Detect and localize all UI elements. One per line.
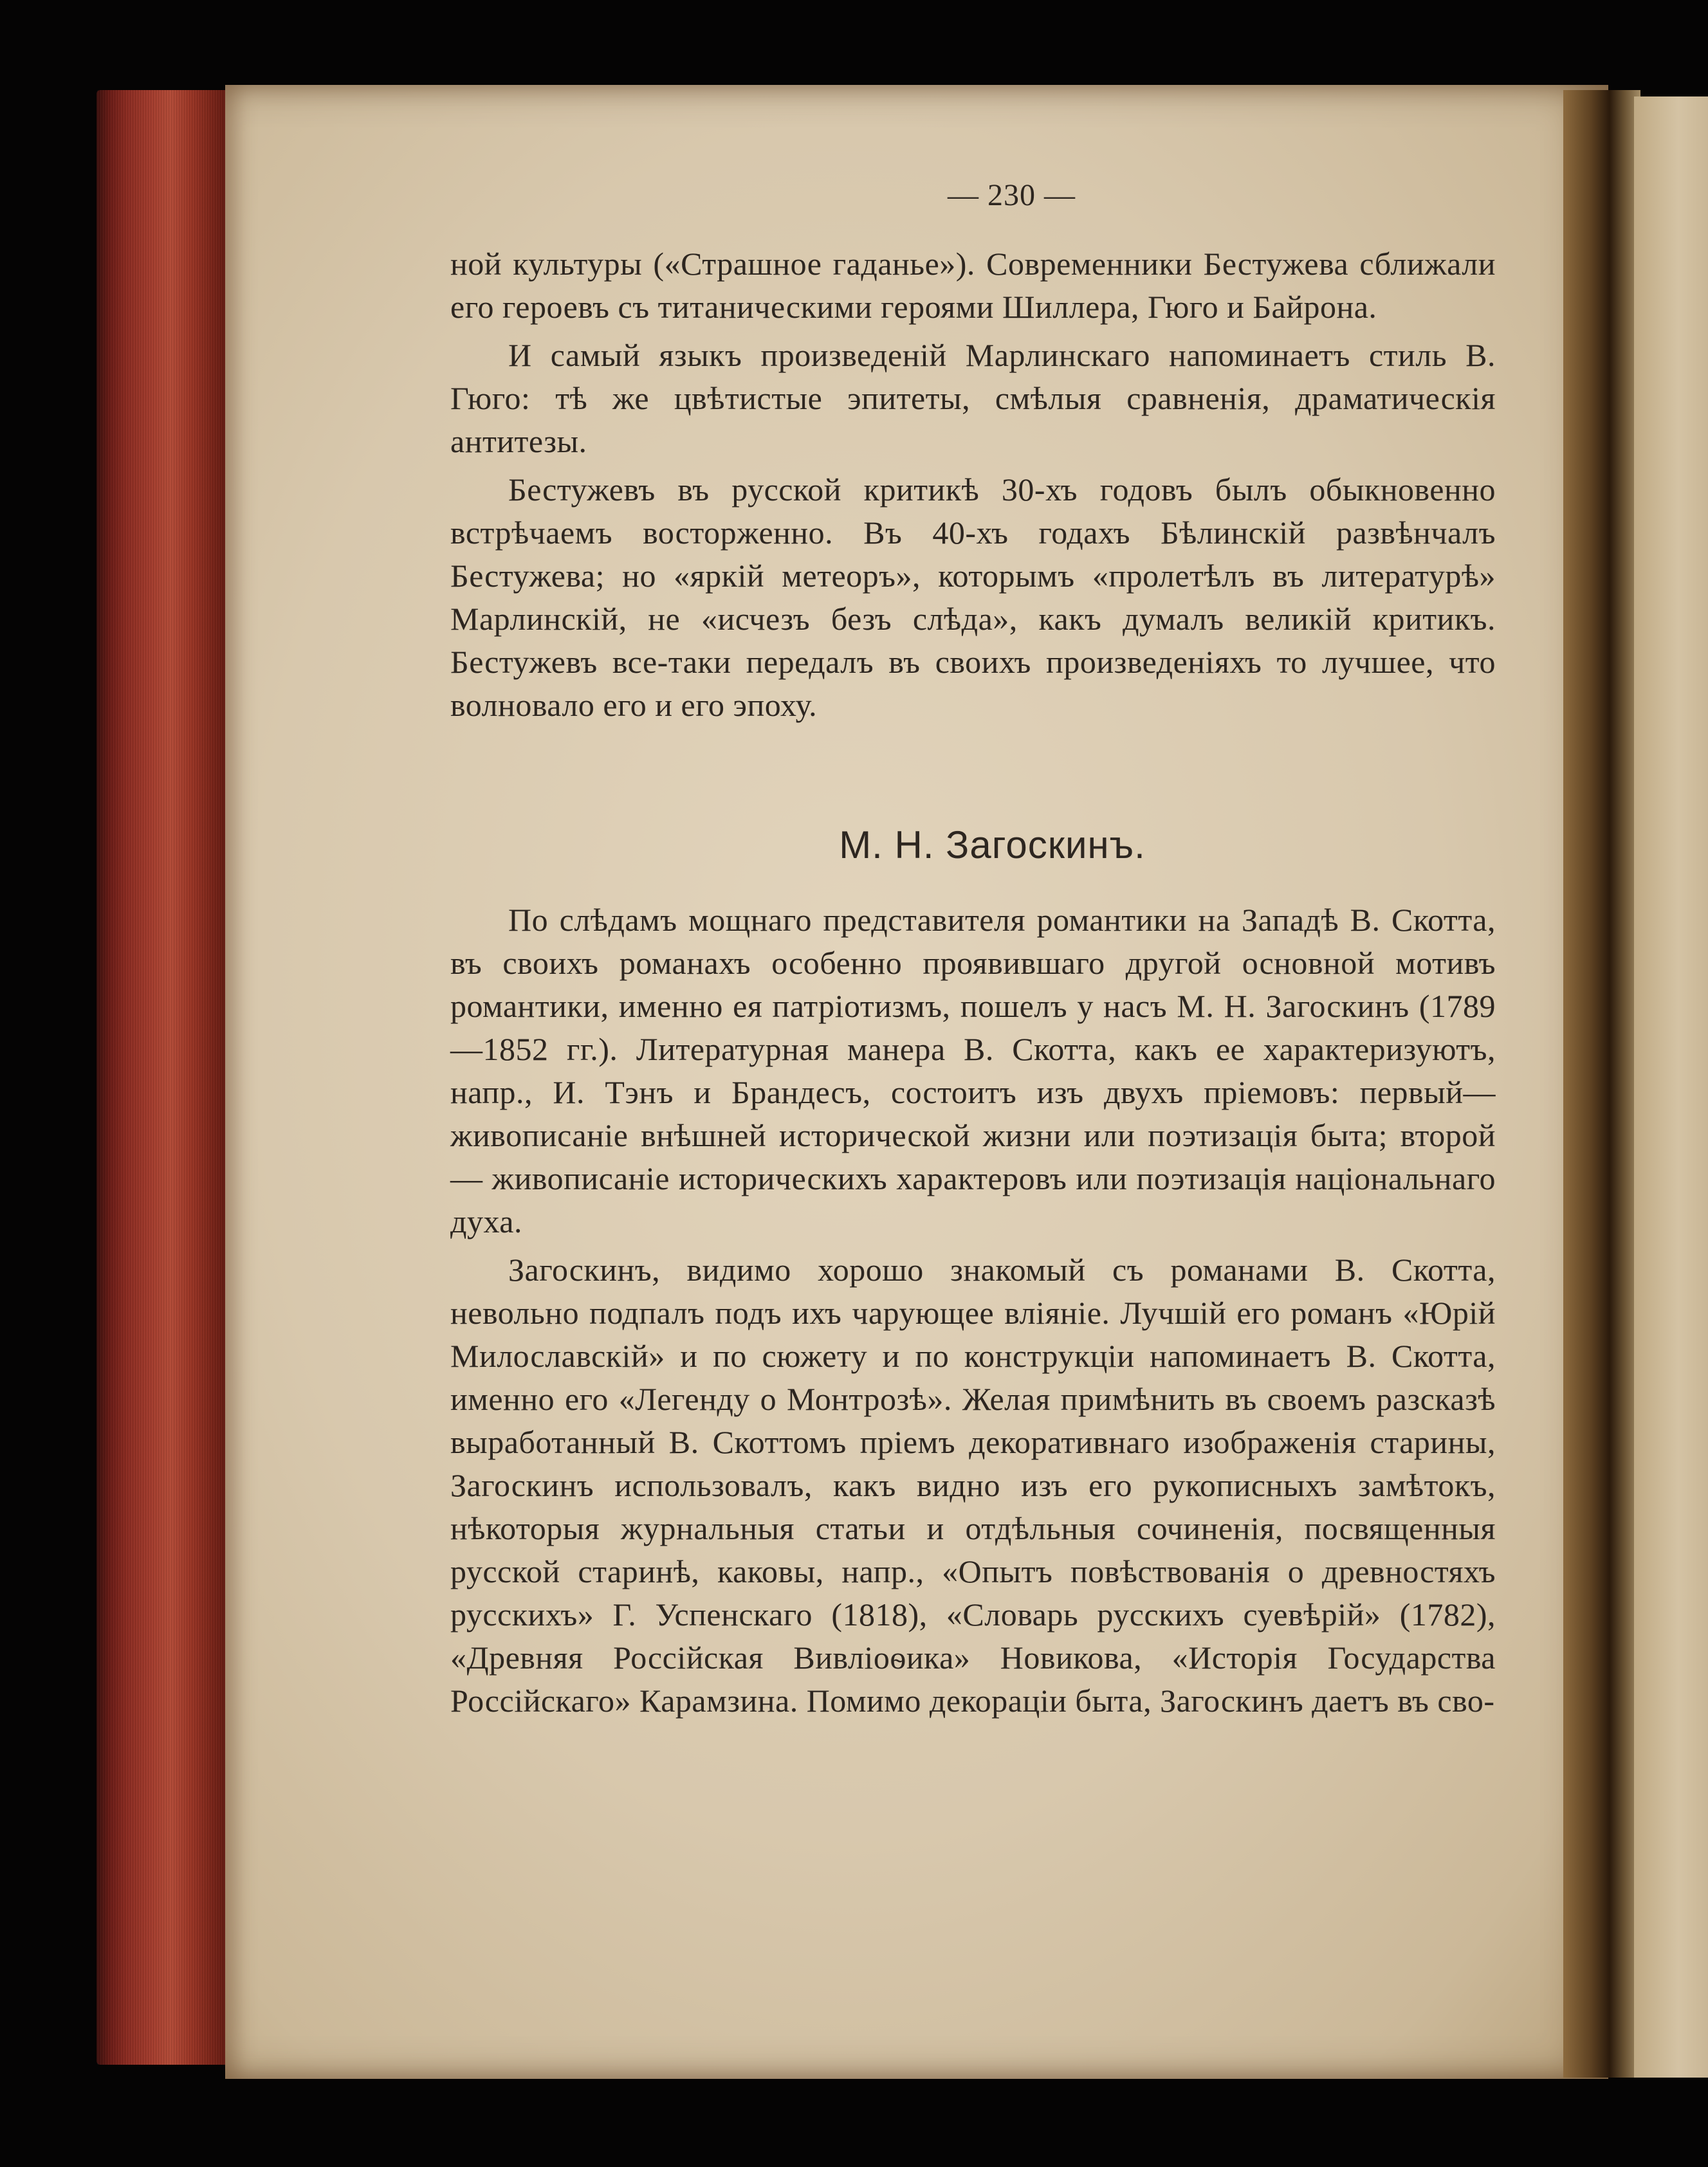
- paragraph: ной культуры («Страшное гаданье»). Современники Бестужева сближали его героевъ съ титаническими героями Шиллера, Гюго и Байрона.: [450, 246, 1496, 325]
- book-gutter: [1563, 90, 1640, 2078]
- section-heading: М. Н. Загоскинъ.: [839, 823, 1146, 866]
- book-page-edge: [96, 90, 232, 2065]
- paragraph: И самый языкъ произведеній Марлинскаго напоминаетъ стиль В. Гюго: тѣ же цвѣтистые эпитеты, смѣлыя сравненія, драматическія антитезы.: [450, 337, 1496, 459]
- page-number: — 230 —: [948, 178, 1076, 212]
- next-page-edge: [1634, 96, 1708, 2078]
- page-text-block: [450, 174, 1496, 1728]
- paragraph: Бестужевъ въ русской критикѣ 30-хъ годовъ былъ обыкновенно встрѣчаемъ восторженно. Въ 40-хъ годахъ Бѣлинскій развѣнчалъ Бестужева; но «яркій метеоръ», которымъ «пролетѣлъ въ литературѣ» Марлинскій, не «исчезъ безъ слѣда», какъ думалъ великій критикъ. Бестужевъ все-таки передалъ въ своихъ произведеніяхъ то лучшее, что волновало его и его эпоху.: [450, 471, 1496, 723]
- paragraph: Загоскинъ, видимо хорошо знакомый съ романами В. Скотта, невольно подпалъ подъ ихъ чарующее вліяніе. Лучшій его романъ «Юрій Милославскій» и по сюжету и по конструкціи напоминаетъ В. Скотта, именно его «Легенду о Монтрозѣ». Желая примѣнить въ своемъ разсказѣ выработанный В. Скоттомъ пріемъ декоративнаго изображенія старины, Загоскинъ использовалъ, какъ видно изъ его рукописныхъ замѣтокъ, нѣкоторыя журнальныя статьи и отдѣльныя сочиненія, посвященныя русской старинѣ, каковы, напр., «Опытъ повѣствованія о древностяхъ русскихъ» Г. Успенскаго (1818), «Словарь русскихъ суевѣрій» (1782), «Древняя Россійская Вивліоѳика» Новикова, «Исторія Государства Россійскаго» Карамзина. Помимо декораціи быта, Загоскинъ даетъ въ сво-: [450, 1252, 1496, 1719]
- paragraph: По слѣдамъ мощнаго представителя романтики на Западѣ В. Скотта, въ своихъ романахъ особенно проявившаго другой основной мотивъ романтики, именно ея патріотизмъ, пошелъ у насъ М. Н. Загоскинъ (1789—1852 гг.). Литературная манера В. Скотта, какъ ее характеризуютъ, напр., И. Тэнъ и Брандесъ, состоитъ изъ двухъ пріемовъ: первый— живописаніе внѣшней исторической жизни или поэтизація быта; второй — живописаніе историческихъ характеровъ или поэтизація національнаго духа.: [450, 902, 1496, 1239]
